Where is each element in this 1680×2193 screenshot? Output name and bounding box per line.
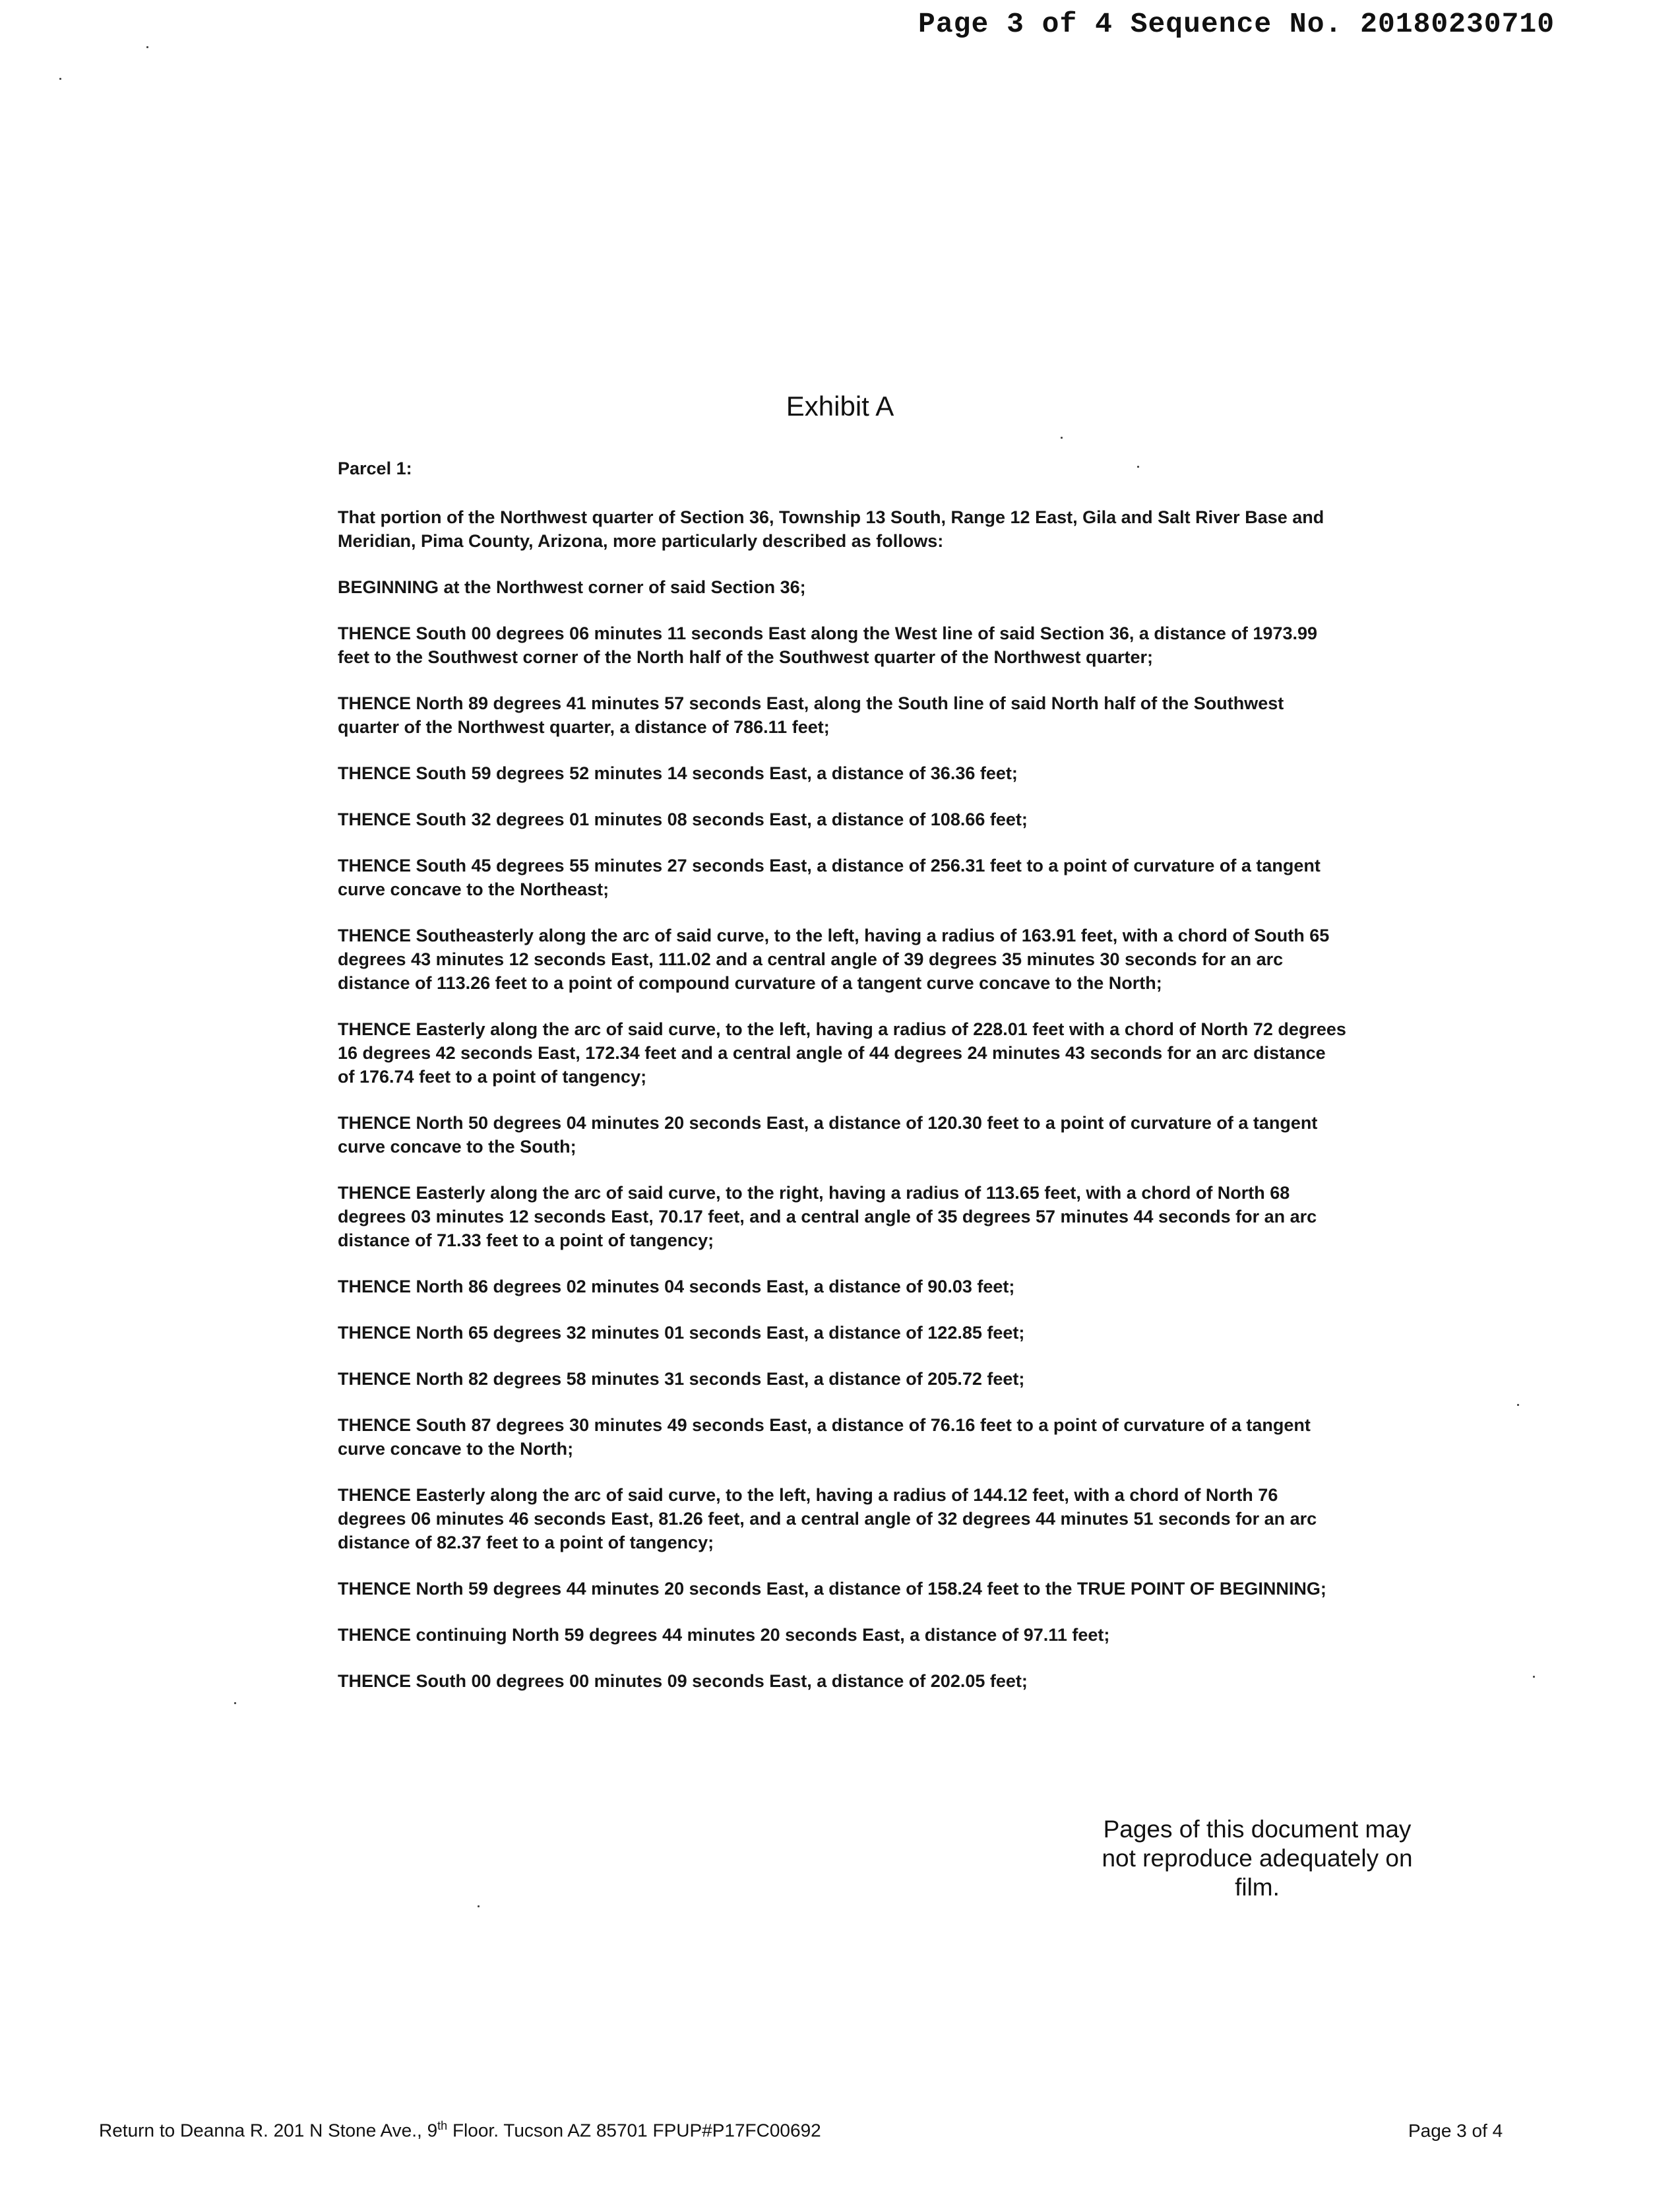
legal-paragraph: THENCE North 89 degrees 41 minutes 57 seconds East, along the South line of said North half of the Southwest quarter of the Northwest quarter, a distance of 786.11 feet; <box>338 693 1284 737</box>
legal-paragraph: THENCE South 00 degrees 06 minutes 11 seconds East along the West line of said Section 36, a distance of 1973.99 feet to the Southwest corner of the North half of the Southwest quarter of the Northwest quarter; <box>338 623 1317 667</box>
return-address-footer <box>99 2119 821 2141</box>
scan-speck <box>1533 1676 1535 1678</box>
exhibit-title: Exhibit A <box>786 391 894 422</box>
legal-paragraph: THENCE Easterly along the arc of said curve, to the left, having a radius of 144.12 feet, with a chord of North 76 degrees 06 minutes 46 seconds East, 81.26 feet, and a central angle of 32 degrees 44 minutes 51 seconds for an arc distance of 82.37 feet to a point of tangency; <box>338 1485 1317 1552</box>
legal-paragraph: THENCE North 59 degrees 44 minutes 20 seconds East, a distance of 158.24 feet to the TRUE POINT OF BEGINNING; <box>338 1579 1326 1599</box>
ordinal-suffix: th <box>437 2119 448 2132</box>
legal-paragraph: THENCE South 00 degrees 00 minutes 09 seconds East, a distance of 202.05 feet; <box>338 1671 1028 1691</box>
legal-paragraph: THENCE continuing North 59 degrees 44 minutes 20 seconds East, a distance of 97.11 feet; <box>338 1625 1110 1645</box>
notice-line-2: not reproduce adequately on <box>1102 1845 1413 1872</box>
legal-paragraph: BEGINNING at the Northwest corner of said Section 36; <box>338 577 806 597</box>
scan-speck <box>1137 466 1139 468</box>
return-address-suffix: Floor. Tucson AZ 85701 FPUP#P17FC00692 <box>447 2120 821 2141</box>
page-sequence-header: Page 3 of 4 Sequence No. 20180230710 <box>918 8 1555 40</box>
legal-paragraph: THENCE North 86 degrees 02 minutes 04 seconds East, a distance of 90.03 feet; <box>338 1277 1015 1296</box>
legal-paragraph: THENCE Easterly along the arc of said curve, to the right, having a radius of 113.65 feet, with a chord of North 68 degrees 03 minutes 12 seconds East, 70.17 feet, and a central angle of 35 degrees 57 minutes 44 seconds for an arc distance of 71.33 feet to a point of tangency; <box>338 1183 1317 1250</box>
legal-paragraph: THENCE Easterly along the arc of said curve, to the left, having a radius of 228.01 feet with a chord of North 72 degrees 16 degrees 42 seconds East, 172.34 feet and a central angle of 44 degrees 24 minutes 43 seconds for an arc distance of 176.74 feet to a point of tangency; <box>338 1019 1346 1087</box>
scan-speck <box>234 1702 236 1704</box>
legal-paragraph: That portion of the Northwest quarter of Section 36, Township 13 South, Range 12 East, Gila and Salt River Base and Meridian, Pima County, Arizona, more particularly described as follows: <box>338 507 1324 551</box>
notice-line-3: film. <box>1235 1874 1280 1901</box>
footer-page-number: Page 3 of 4 <box>1408 2120 1503 2141</box>
paragraph-list <box>338 505 1347 1693</box>
parcel-label: Parcel 1: <box>338 459 412 478</box>
legal-paragraph: THENCE South 87 degrees 30 minutes 49 seconds East, a distance of 76.16 feet to a point of curvature of a tangent curve concave to the North; <box>338 1415 1311 1459</box>
scan-speck <box>478 1905 480 1907</box>
legal-description <box>338 457 1347 1715</box>
scan-speck <box>59 78 61 80</box>
reproduction-notice <box>1092 1815 1422 1902</box>
legal-paragraph: THENCE Southeasterly along the arc of said curve, to the left, having a radius of 163.91 feet, with a chord of South 65 degrees 43 minutes 12 seconds East, 111.02 and a central angle of 39 degrees 35 minutes 30 seconds for an arc distance of 113.26 feet to a point of compound curvature of a tangent curve concave to the North; <box>338 926 1330 993</box>
scan-speck <box>1517 1404 1519 1406</box>
notice-line-1: Pages of this document may <box>1103 1816 1412 1843</box>
legal-paragraph: THENCE South 32 degrees 01 minutes 08 seconds East, a distance of 108.66 feet; <box>338 810 1028 829</box>
scan-speck <box>146 46 148 48</box>
legal-paragraph: THENCE North 65 degrees 32 minutes 01 seconds East, a distance of 122.85 feet; <box>338 1323 1025 1343</box>
scan-speck <box>1061 437 1063 439</box>
return-address-prefix: Return to Deanna R. 201 N Stone Ave., 9 <box>99 2120 438 2141</box>
legal-paragraph: THENCE North 50 degrees 04 minutes 20 seconds East, a distance of 120.30 feet to a point of curvature of a tangent curve concave to the South; <box>338 1113 1318 1157</box>
legal-paragraph: THENCE South 59 degrees 52 minutes 14 seconds East, a distance of 36.36 feet; <box>338 763 1018 783</box>
legal-paragraph: THENCE North 82 degrees 58 minutes 31 seconds East, a distance of 205.72 feet; <box>338 1369 1025 1389</box>
legal-paragraph: THENCE South 45 degrees 55 minutes 27 seconds East, a distance of 256.31 feet to a point of curvature of a tangent curve concave to the Northeast; <box>338 856 1321 899</box>
